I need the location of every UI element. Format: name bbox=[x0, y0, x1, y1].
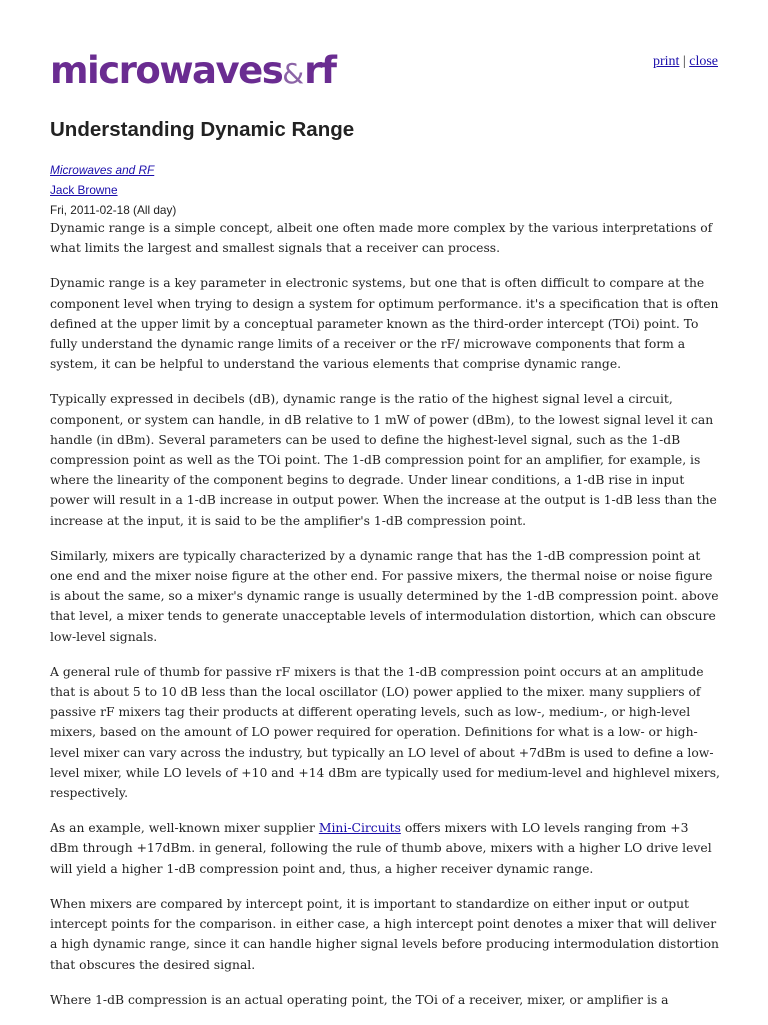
paragraph-6 bbox=[50, 818, 720, 879]
mini-circuits-link[interactable]: Mini-Circuits bbox=[318, 821, 401, 836]
article-date: Fri, 2011-02-18 (All day) bbox=[50, 203, 177, 217]
logo-text-rf: rf bbox=[304, 49, 336, 92]
print-link[interactable]: print bbox=[652, 54, 680, 69]
paragraph-1: Dynamic range is a simple concept, albeit one often made more complex by the various interpretations of what limits the largest and smallest signals that a receiver can process. bbox=[50, 221, 713, 256]
article-body bbox=[50, 218, 720, 1025]
article-meta bbox=[50, 160, 176, 220]
site-logo bbox=[50, 49, 336, 92]
close-link[interactable]: close bbox=[689, 54, 718, 69]
paragraph-6-start: As an example, well-known mixer supplier bbox=[50, 821, 319, 836]
paragraph-2: Dynamic range is a key parameter in electronic systems, but one that is often difficult to compare at the component level when trying to design a system for optimum performance. it's a specification that is often defined at the upper limit by a conceptual parameter known as the third-order intercept (TOi) point. To fully understand the dynamic range limits of a receiver or the rF/ microwave components that form a system, it can be helpful to understand the various elements that comprise dynamic range. bbox=[50, 276, 719, 372]
paragraph-4: Similarly, mixers are typically characterized by a dynamic range that has the 1-dB compression point at one end and the mixer noise figure at the other end. For passive mixers, the thermal noise or noise figure is about the same, so a mixer's dynamic range is usually determined by the 1-dB compression point. above that level, a mixer tends to generate unacceptable levels of intermodulation distortion, which can obscure low-level signals. bbox=[50, 548, 719, 644]
logo-ampersand: & bbox=[282, 57, 305, 90]
paragraph-6-end: offers mixers with LO levels ranging from +3 dBm through +17dBm. in general, following the rule of thumb above, mixers with a higher LO drive level will yield a higher 1-dB compression point and, thus, a higher receiver dynamic range. bbox=[50, 821, 712, 876]
article-title: Understanding Dynamic Range bbox=[50, 118, 355, 141]
source-link[interactable]: Microwaves and RF bbox=[50, 163, 155, 177]
author-link[interactable]: Jack Browne bbox=[50, 183, 118, 197]
top-links bbox=[653, 54, 718, 70]
link-separator: | bbox=[679, 54, 690, 69]
paragraph-3: Typically expressed in decibels (dB), dynamic range is the ratio of the highest signal level a circuit, component, or system can handle, in dB relative to 1 mW of power (dBm), to the lowest signal level it can handle (in dBm). Several parameters can be used to define the highest-level signal, such as the 1-dB compression point as well as the TOi point. The 1-dB compression point for an amplifier, for example, is where the linearity of the component begins to degrade. Under linear conditions, a 1-dB rise in input power will result in a 1-dB increase in output power. When the increase at the output is 1-dB less than the increase at the input, it is said to be the amplifier's 1-dB compression point. bbox=[50, 392, 717, 528]
paragraph-7: When mixers are compared by intercept point, it is important to standardize on either input or output intercept points for the comparison. in either case, a high intercept point denotes a mixer that will deliver a high dynamic range, since it can handle higher signal levels before producing intermodulation distortion that obscures the desired signal. bbox=[50, 896, 719, 972]
logo-text-main: microwaves bbox=[50, 49, 283, 92]
paragraph-5: A general rule of thumb for passive rF mixers is that the 1-dB compression point occurs at an amplitude that is about 5 to 10 dB less than the local oscillator (LO) power applied to the mixer. many suppliers of passive rF mixers tag their products at different operating levels, such as low-, medium-, or high-level mixers, based on the amount of LO power required for operation. Definitions for what is a low- or high-level mixer can vary across the industry, but typically an LO level of about +7dBm is used to define a low-level mixer, while LO levels of +10 and +14 dBm are typically used for medium-level and highlevel mixers, respectively. bbox=[50, 664, 720, 801]
paragraph-8: Where 1-dB compression is an actual operating point, the TOi of a receiver, mixer, or amplifier is a bbox=[50, 992, 669, 1007]
